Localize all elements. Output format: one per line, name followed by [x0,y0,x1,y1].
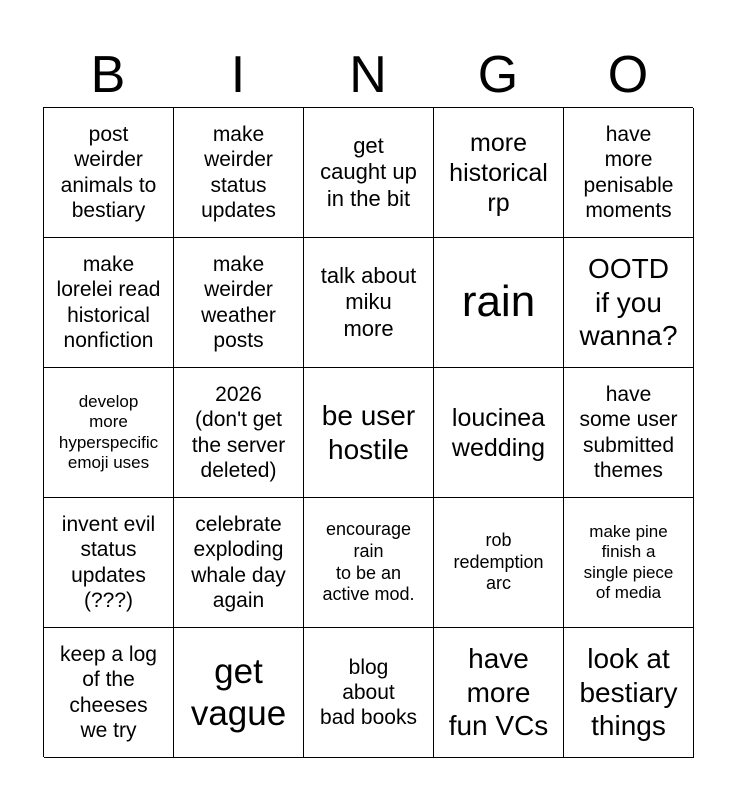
bingo-cell[interactable] [564,498,694,628]
bingo-board [43,107,693,757]
bingo-cell-text: get vague [190,651,287,733]
bingo-cell[interactable] [304,368,434,498]
header-letter-b: B [90,46,126,104]
header-letter-n: N [349,46,387,104]
bingo-cell-text: make weirder status updates [201,123,276,222]
bingo-header [43,44,693,106]
bingo-cell[interactable] [44,498,174,628]
bingo-cell-text: blog about bad books [320,655,417,730]
bingo-cell-text: be user hostile [321,399,416,465]
bingo-cell[interactable] [174,368,304,498]
bingo-cell-text: invent evil status updates (???) [61,513,156,612]
bingo-cell-text: keep a log of the cheeses we try [60,643,157,742]
bingo-cell-text: OOTD if you wanna? [579,253,678,352]
bingo-cell[interactable] [564,108,694,238]
bingo-cell[interactable] [434,238,564,368]
bingo-cell[interactable] [304,108,434,238]
bingo-cell[interactable] [564,628,694,758]
bingo-cell[interactable] [174,238,304,368]
bingo-cell-text: have some user submitted themes [579,383,678,482]
bingo-cell[interactable] [434,108,564,238]
bingo-cell-text: post weirder animals to bestiary [60,123,157,222]
bingo-cell[interactable] [44,238,174,368]
bingo-cell[interactable] [44,368,174,498]
bingo-cell[interactable] [44,628,174,758]
header-letter-o: O [607,46,649,104]
bingo-cell-text: look at bestiary things [579,643,678,742]
bingo-cell-text: get caught up in the bit [320,132,417,211]
bingo-cell-text: encourage rain to be an active mod. [322,519,415,605]
bingo-cell[interactable] [434,498,564,628]
bingo-cell-text: talk about miku more [320,262,417,341]
bingo-cell-text: celebrate exploding whale day again [191,513,286,612]
bingo-cell[interactable] [304,238,434,368]
bingo-cell[interactable] [564,238,694,368]
bingo-cell-text: develop more hyperspecific emoji uses [58,391,159,472]
bingo-cell-text: make lorelei read historical nonfiction [56,253,161,352]
bingo-cell-text: have more penisable moments [583,123,674,222]
header-letter-g: G [477,46,519,104]
bingo-cell-text: 2026 (don't get the server deleted) [191,383,286,482]
bingo-cell-text: have more fun VCs [448,643,549,742]
bingo-cell-text: make pine finish a single piece of media [583,521,674,602]
bingo-cell[interactable] [434,368,564,498]
bingo-cell-text: rain [461,277,536,327]
header-letter-i: I [230,46,246,104]
bingo-cell[interactable] [434,628,564,758]
bingo-cell[interactable] [44,108,174,238]
bingo-cell-text: rob redemption arc [453,530,544,594]
bingo-cell[interactable] [174,108,304,238]
bingo-cell[interactable] [174,498,304,628]
bingo-cell[interactable] [304,628,434,758]
bingo-cell[interactable] [174,628,304,758]
bingo-cell-text: make weirder weather posts [201,253,276,352]
bingo-cell-text: more historical rp [449,128,548,217]
bingo-cell[interactable] [304,498,434,628]
bingo-cell-text: loucinea wedding [451,403,546,462]
bingo-cell[interactable] [564,368,694,498]
